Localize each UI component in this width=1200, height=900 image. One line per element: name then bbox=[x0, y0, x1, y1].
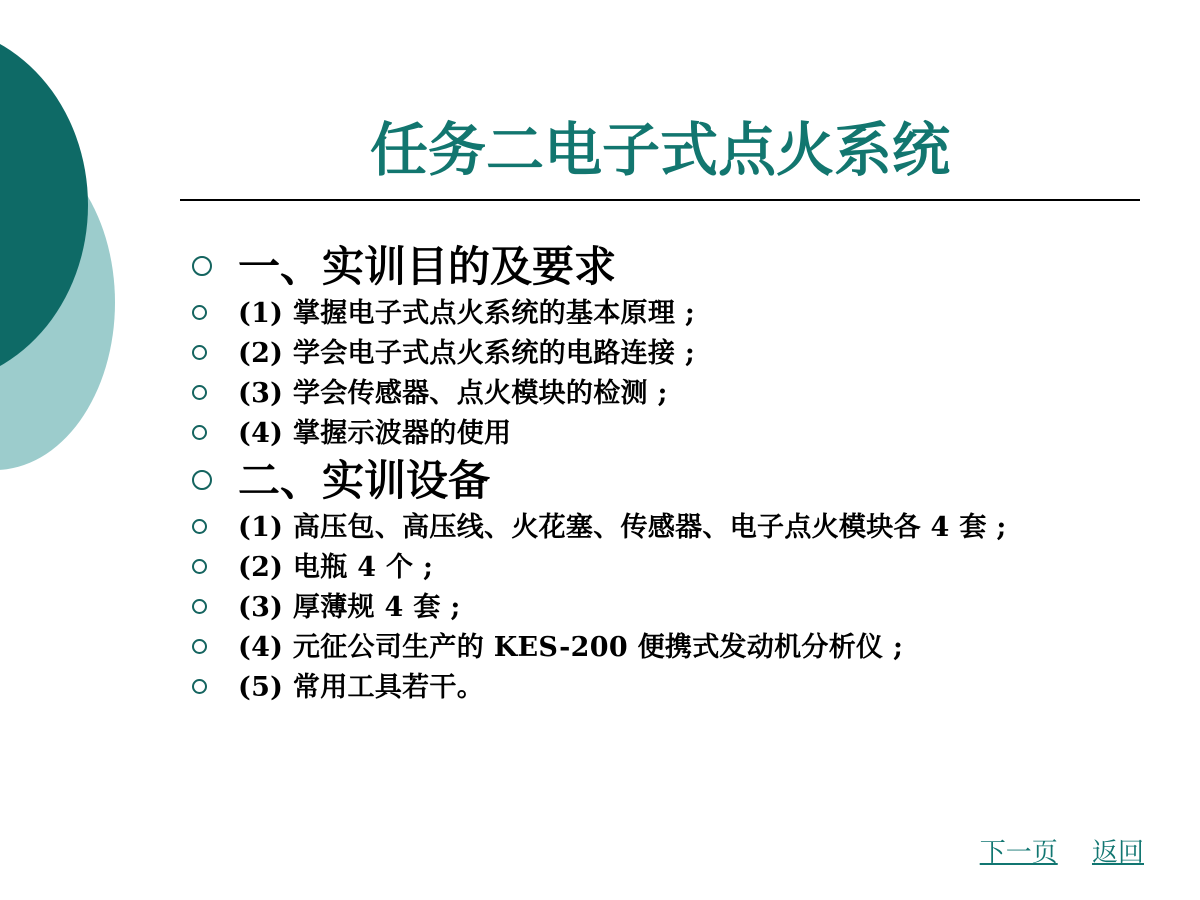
hollow-circle-bullet-icon bbox=[192, 679, 207, 694]
hollow-circle-bullet-icon bbox=[192, 519, 207, 534]
bullet-text: (1) 掌握电子式点火系统的基本原理 ; bbox=[238, 298, 696, 329]
hollow-circle-bullet-icon bbox=[192, 559, 207, 574]
bullet-text: (1) 高压包、高压线、火花塞、传感器、电子点火模块各 4 套 ; bbox=[238, 512, 1007, 543]
bullet-text: (3) 学会传感器、点火模块的检测 ; bbox=[238, 378, 668, 409]
hollow-circle-bullet-icon bbox=[192, 639, 207, 654]
slide-title: 任务二电子式点火系统 bbox=[369, 116, 950, 184]
bullet-text: 一、实训目的及要求 bbox=[238, 242, 617, 291]
bullet-text: (3) 厚薄规 4 套 ; bbox=[238, 592, 461, 623]
list-item bbox=[190, 334, 1180, 374]
bullet-text: (4) 元征公司生产的 KES-200 便携式发动机分析仪 ; bbox=[238, 632, 904, 663]
back-link[interactable]: 返回 bbox=[1091, 838, 1144, 868]
list-item bbox=[190, 508, 1180, 548]
hollow-circle-bullet-icon bbox=[192, 599, 207, 614]
bullet-text: 二、实训设备 bbox=[238, 456, 491, 505]
title-divider bbox=[180, 199, 1140, 201]
section-heading-objectives bbox=[190, 240, 1180, 294]
bullet-text: (2) 学会电子式点火系统的电路连接 ; bbox=[238, 338, 696, 369]
hollow-circle-bullet-icon bbox=[192, 470, 212, 490]
hollow-circle-bullet-icon bbox=[192, 385, 207, 400]
list-item bbox=[190, 414, 1180, 454]
list-item bbox=[190, 628, 1180, 668]
section-heading-equipment bbox=[190, 454, 1180, 508]
list-item bbox=[190, 294, 1180, 334]
bullet-text: (5) 常用工具若干。 bbox=[238, 672, 485, 703]
hollow-circle-bullet-icon bbox=[192, 305, 207, 320]
bullet-text: (4) 掌握示波器的使用 bbox=[238, 418, 512, 449]
next-page-link[interactable]: 下一页 bbox=[979, 838, 1058, 868]
hollow-circle-bullet-icon bbox=[192, 425, 207, 440]
bullet-list bbox=[190, 240, 1180, 708]
hollow-circle-bullet-icon bbox=[192, 345, 207, 360]
slide-navigation bbox=[954, 835, 1144, 871]
list-item bbox=[190, 588, 1180, 628]
bullet-text: (2) 电瓶 4 个 ; bbox=[238, 552, 434, 583]
hollow-circle-bullet-icon bbox=[192, 256, 212, 276]
list-item bbox=[190, 374, 1180, 414]
list-item bbox=[190, 668, 1180, 708]
list-item bbox=[190, 548, 1180, 588]
